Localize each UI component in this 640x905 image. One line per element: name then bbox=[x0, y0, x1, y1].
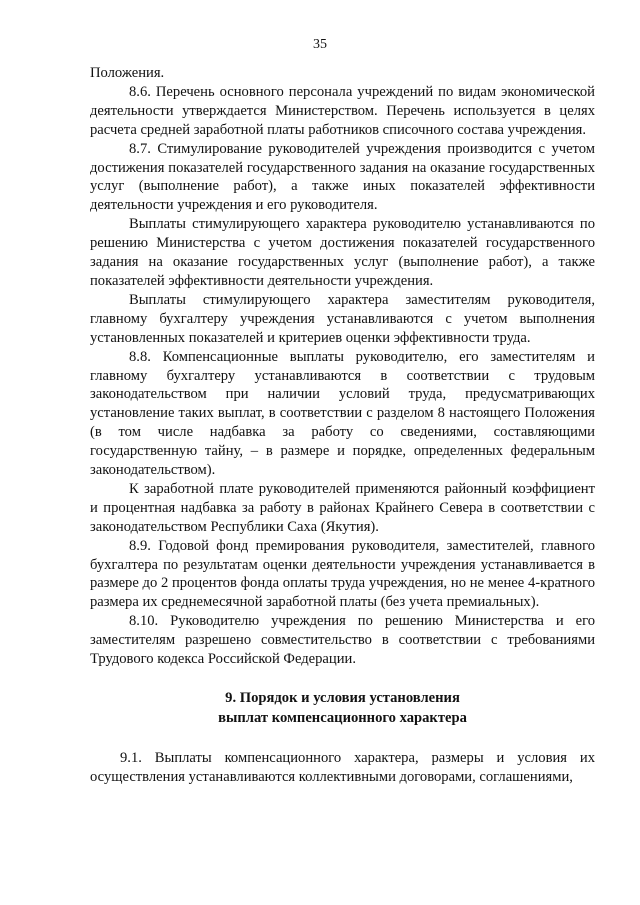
paragraph-continuation: Положения. bbox=[90, 65, 165, 81]
paragraph-8-9: 8.9. Годовой фонд премирования руководителя, заместителей, главного бухгалтера по результатам оценки деятельности учреждения устанавливается в размере до 2 процентов фонда оплаты труда учреждения, но не менее 4-кратного размера их среднемесячной заработной платы (без учета премиальных). bbox=[90, 537, 595, 611]
paragraph-8-10: 8.10. Руководителю учреждения по решению Министерства и его заместителям разрешено совместительство в соответствии с требованиями Трудового кодекса Российской Федерации. bbox=[90, 613, 595, 668]
section-heading bbox=[90, 689, 595, 728]
paragraph-regional-coefficient: К заработной плате руководителей применяются районный коэффициент и процентная надбавка за работу в районах Крайнего Севера в соответствии с законодательством Республики Саха (Якутия). bbox=[90, 480, 595, 535]
document-body bbox=[90, 64, 595, 787]
paragraph-director-incentives: Выплаты стимулирующего характера руководителю устанавливаются по решению Министерства с учетом достижения показателей государственного задания на оказание государственных услуг (выполнение работ), а также показателей эффективности деятельности учреждения. bbox=[90, 216, 595, 289]
paragraph-8-6: 8.6. Перечень основного персонала учреждений по видам экономической деятельности утверждается Министерством. Перечень используется в целях расчета средней заработной платы работников списочного состава учреждения. bbox=[90, 83, 595, 138]
paragraph-deputy-incentives: Выплаты стимулирующего характера заместителям руководителя, главному бухгалтеру учреждения устанавливаются с учетом выполнения установленных показателей и критериев оценки эффективности труда. bbox=[90, 291, 595, 346]
page-number: 35 bbox=[313, 37, 327, 52]
section-heading-line-1: 9. Порядок и условия установления bbox=[225, 690, 460, 706]
paragraph-8-7: 8.7. Стимулирование руководителей учреждения производится с учетом достижения показателей государственного задания на оказание государственных услуг (выполнение работ), а также иных показателей эффективности деятельности учреждения и его руководителя. bbox=[90, 140, 595, 214]
paragraph-8-8: 8.8. Компенсационные выплаты руководителю, его заместителям и главному бухгалтеру устанавливаются в соответствии с трудовым законодательством при наличии условий труда, предусматривающих установление таких выплат, в соответствии с разделом 8 настоящего Положения (в том числе надбавка за работу со сведениями, составляющими государственную тайну, – в размере и порядке, определенных федеральным законодательством). bbox=[90, 348, 595, 479]
paragraph-9-1: 9.1. Выплаты компенсационного характера, размеры и условия их осуществления устанавливаются коллективными договорами, соглашениями, bbox=[90, 750, 595, 785]
section-heading-line-2: выплат компенсационного характера bbox=[218, 709, 467, 726]
